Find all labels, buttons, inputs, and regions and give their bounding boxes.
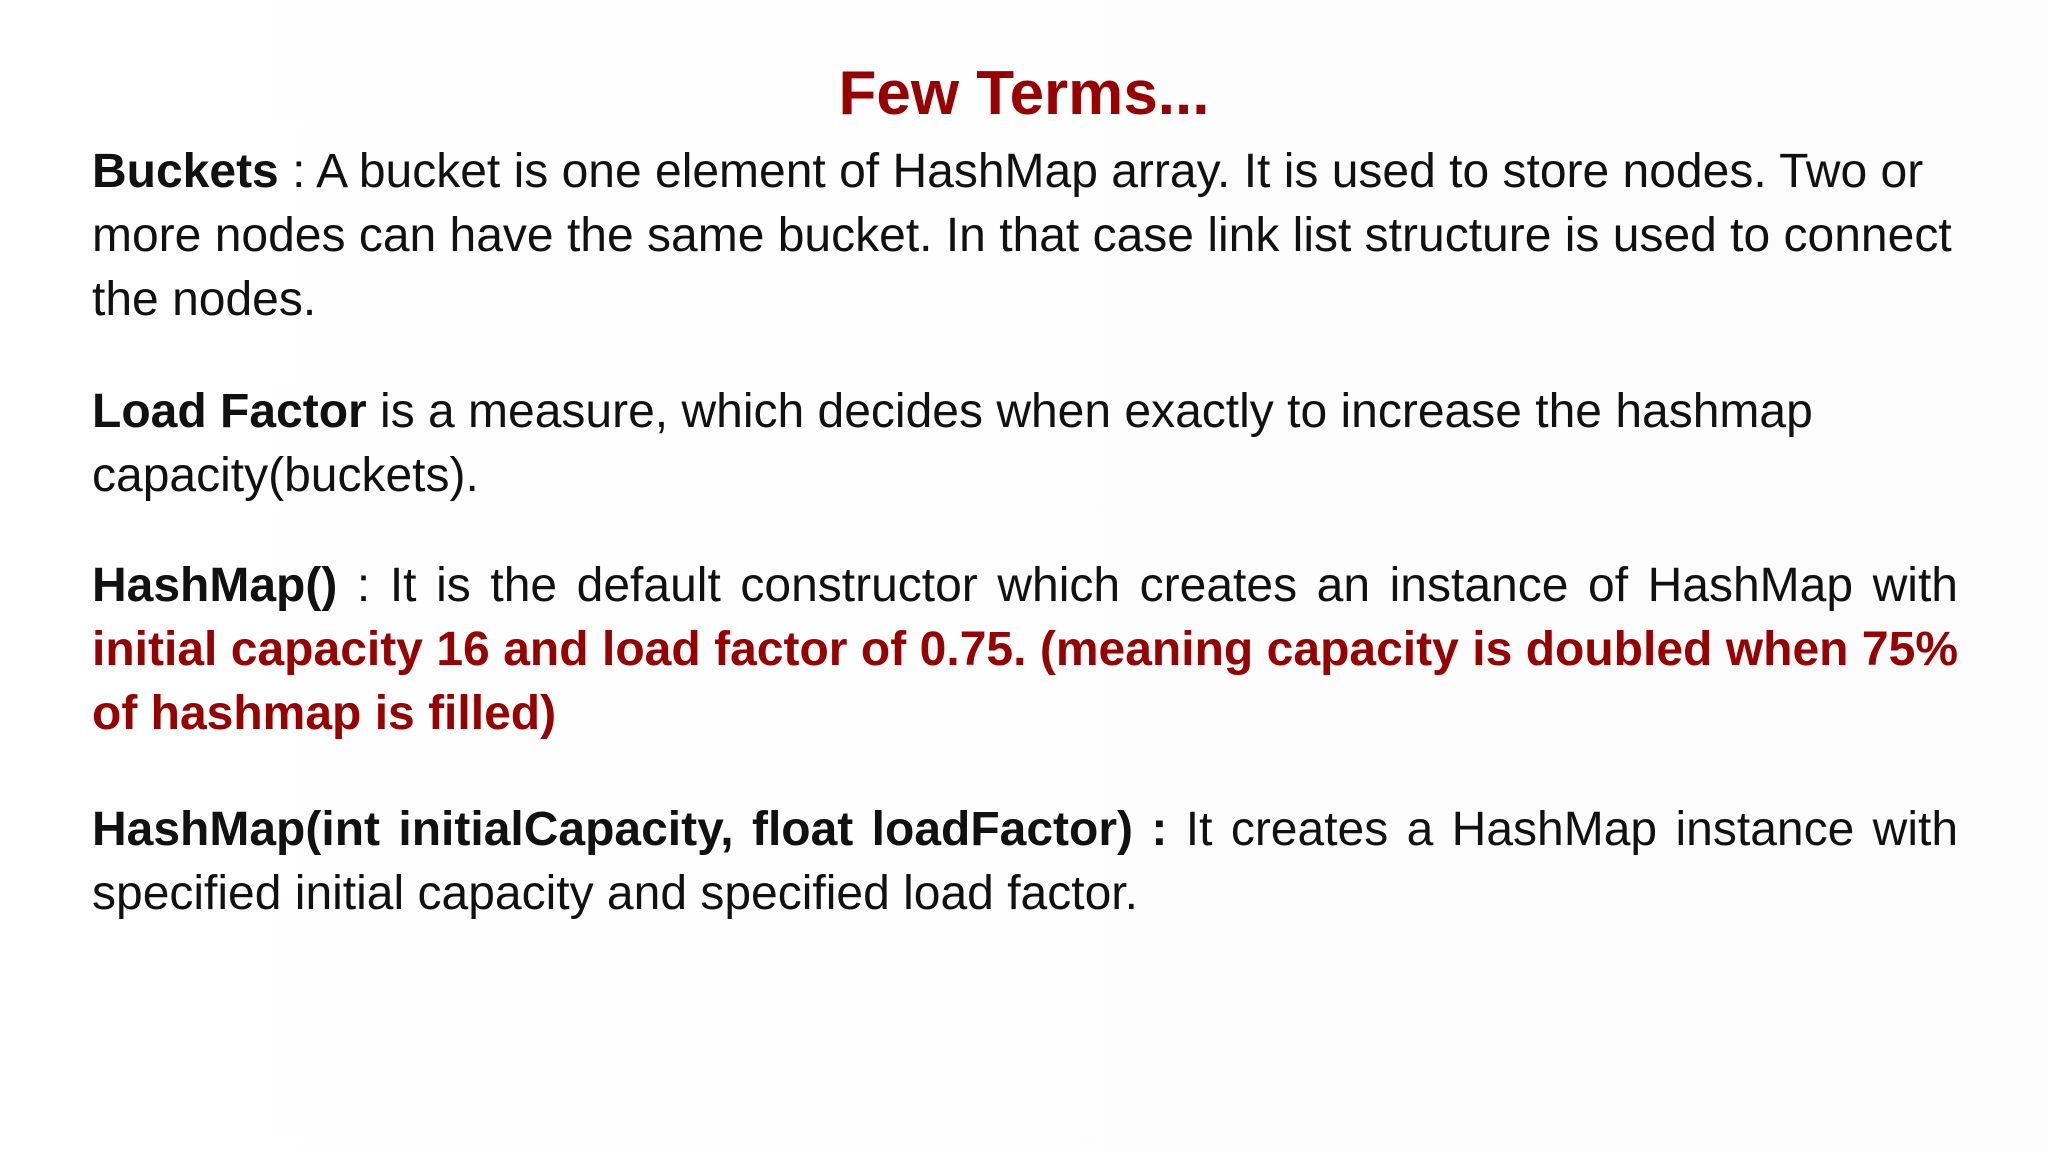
term-load-factor: Load Factor: [92, 385, 367, 438]
definition-hashmap-default: : It is the default constructor which creates an instance of HashMap with: [337, 559, 1958, 612]
term-hashmap-params: HashMap(int initialCapacity, float loadFactor) :: [92, 803, 1168, 856]
definition-hashmap-params: It creates a HashMap instance with specified initial capacity and specified load factor.: [92, 803, 1959, 920]
term-buckets: Buckets: [92, 145, 279, 198]
definition-load-factor: is a measure, which decides when exactly to increase the hashmap capacity(buckets).: [92, 385, 1813, 502]
slide-title: Few Terms...: [838, 59, 1210, 128]
paragraph-hashmap-params: [92, 798, 1958, 926]
term-hashmap-default: HashMap(): [92, 559, 338, 612]
definition-buckets: : A bucket is one element of HashMap array. It is used to store nodes. Two or more nodes can have the same bucket. In that case link list structure is used to connect the nodes.: [92, 145, 1952, 326]
paragraph-buckets: [92, 140, 1958, 332]
highlight-default-capacity: initial capacity 16 and load factor of 0.75. (meaning capacity is doubled when 75% of hashmap is filled): [92, 623, 1958, 740]
paragraph-load-factor: [92, 380, 1958, 508]
paragraph-hashmap-default: [92, 554, 1958, 746]
